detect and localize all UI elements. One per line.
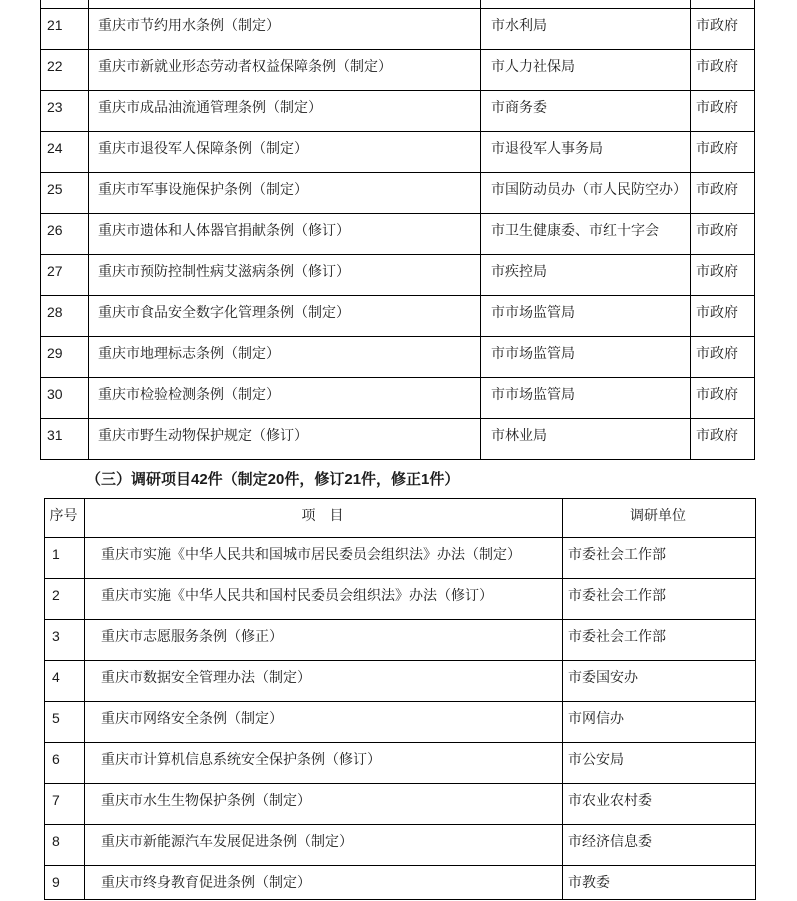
table-row	[45, 538, 756, 579]
submit-to-cell: 市政府	[691, 131, 755, 172]
section-heading: （三）调研项目42件（制定20件，修订21件，修正1件）	[86, 471, 460, 488]
unit-cell: 市市场监管局	[481, 295, 691, 336]
unit-cell: 市人力社保局	[481, 49, 691, 90]
seq-cell: 9	[45, 866, 85, 900]
project-cell: 重庆市野生动物保护规定（修订）	[89, 418, 481, 459]
project-cell: 重庆市志愿服务条例（修正）	[85, 620, 563, 661]
table-row	[45, 702, 756, 743]
table-row	[41, 336, 755, 377]
header-seq-cell: 序号	[45, 499, 85, 538]
unit-cell: 市经济信息委	[563, 825, 756, 866]
table-row	[41, 172, 755, 213]
unit-cell: 市退役军人事务局	[481, 131, 691, 172]
empty-cell	[89, 0, 481, 8]
unit-cell: 市国防动员办（市人民防空办）	[481, 172, 691, 213]
submit-to-cell: 市政府	[691, 172, 755, 213]
seq-cell: 5	[45, 702, 85, 743]
unit-cell: 市公安局	[563, 743, 756, 784]
project-cell: 重庆市遗体和人体器官捐献条例（修订）	[89, 213, 481, 254]
research-projects-table	[44, 498, 756, 900]
submit-to-cell: 市政府	[691, 90, 755, 131]
seq-cell: 4	[45, 661, 85, 702]
project-cell: 重庆市节约用水条例（制定）	[89, 8, 481, 49]
table-row	[41, 254, 755, 295]
project-cell: 重庆市数据安全管理办法（制定）	[85, 661, 563, 702]
seq-cell: 26	[41, 213, 89, 254]
project-cell: 重庆市预防控制性病艾滋病条例（修订）	[89, 254, 481, 295]
seq-cell: 24	[41, 131, 89, 172]
table-row	[45, 661, 756, 702]
seq-cell: 3	[45, 620, 85, 661]
table-row	[41, 49, 755, 90]
drafting-projects-table-wrap	[40, 0, 755, 460]
unit-cell: 市卫生健康委、市红十字会	[481, 213, 691, 254]
table-row	[45, 825, 756, 866]
project-cell: 重庆市新能源汽车发展促进条例（制定）	[85, 825, 563, 866]
table-row	[45, 743, 756, 784]
submit-to-cell: 市政府	[691, 418, 755, 459]
seq-cell: 27	[41, 254, 89, 295]
project-cell: 重庆市终身教育促进条例（制定）	[85, 866, 563, 900]
submit-to-cell: 市政府	[691, 336, 755, 377]
seq-cell: 23	[41, 90, 89, 131]
project-cell: 重庆市计算机信息系统安全保护条例（修订）	[85, 743, 563, 784]
submit-to-cell: 市政府	[691, 254, 755, 295]
research-projects-table-wrap	[44, 498, 756, 900]
table-row	[41, 295, 755, 336]
project-cell: 重庆市成品油流通管理条例（制定）	[89, 90, 481, 131]
project-cell: 重庆市检验检测条例（制定）	[89, 377, 481, 418]
table-row	[45, 620, 756, 661]
unit-cell: 市市场监管局	[481, 377, 691, 418]
unit-cell: 市教委	[563, 866, 756, 900]
table-row	[41, 8, 755, 49]
seq-cell: 22	[41, 49, 89, 90]
project-cell: 重庆市水生生物保护条例（制定）	[85, 784, 563, 825]
project-cell: 重庆市实施《中华人民共和国村民委员会组织法》办法（修订）	[85, 579, 563, 620]
project-cell: 重庆市军事设施保护条例（制定）	[89, 172, 481, 213]
project-cell: 重庆市食品安全数字化管理条例（制定）	[89, 295, 481, 336]
submit-to-cell: 市政府	[691, 213, 755, 254]
table-row	[45, 579, 756, 620]
table-row	[41, 131, 755, 172]
empty-cell	[41, 0, 89, 8]
unit-cell: 市水利局	[481, 8, 691, 49]
seq-cell: 8	[45, 825, 85, 866]
unit-cell: 市委社会工作部	[563, 538, 756, 579]
seq-cell: 29	[41, 336, 89, 377]
project-cell: 重庆市实施《中华人民共和国城市居民委员会组织法》办法（制定）	[85, 538, 563, 579]
table-row	[45, 784, 756, 825]
seq-cell: 30	[41, 377, 89, 418]
unit-cell: 市委国安办	[563, 661, 756, 702]
table-row	[41, 213, 755, 254]
seq-cell: 2	[45, 579, 85, 620]
seq-cell: 7	[45, 784, 85, 825]
unit-cell: 市市场监管局	[481, 336, 691, 377]
unit-cell: 市网信办	[563, 702, 756, 743]
seq-cell: 6	[45, 743, 85, 784]
project-cell: 重庆市退役军人保障条例（制定）	[89, 131, 481, 172]
unit-cell: 市农业农村委	[563, 784, 756, 825]
project-cell: 重庆市新就业形态劳动者权益保障条例（制定）	[89, 49, 481, 90]
submit-to-cell: 市政府	[691, 49, 755, 90]
empty-cell	[481, 0, 691, 8]
table-row-clipped	[45, 866, 756, 900]
unit-cell: 市商务委	[481, 90, 691, 131]
header-unit-cell: 调研单位	[563, 499, 756, 538]
table-row-clipped	[41, 0, 755, 8]
project-cell: 重庆市地理标志条例（制定）	[89, 336, 481, 377]
submit-to-cell: 市政府	[691, 8, 755, 49]
unit-cell: 市委社会工作部	[563, 579, 756, 620]
project-cell: 重庆市网络安全条例（制定）	[85, 702, 563, 743]
unit-cell: 市疾控局	[481, 254, 691, 295]
seq-cell: 21	[41, 8, 89, 49]
table-row	[41, 377, 755, 418]
table-row	[41, 90, 755, 131]
unit-cell: 市委社会工作部	[563, 620, 756, 661]
seq-cell: 31	[41, 418, 89, 459]
unit-cell: 市林业局	[481, 418, 691, 459]
seq-cell: 28	[41, 295, 89, 336]
empty-cell	[691, 0, 755, 8]
table-row	[41, 418, 755, 459]
seq-cell: 25	[41, 172, 89, 213]
table-header-row	[45, 499, 756, 538]
submit-to-cell: 市政府	[691, 377, 755, 418]
submit-to-cell: 市政府	[691, 295, 755, 336]
seq-cell: 1	[45, 538, 85, 579]
drafting-projects-table	[40, 0, 755, 460]
header-project-cell: 项 目	[85, 499, 563, 538]
